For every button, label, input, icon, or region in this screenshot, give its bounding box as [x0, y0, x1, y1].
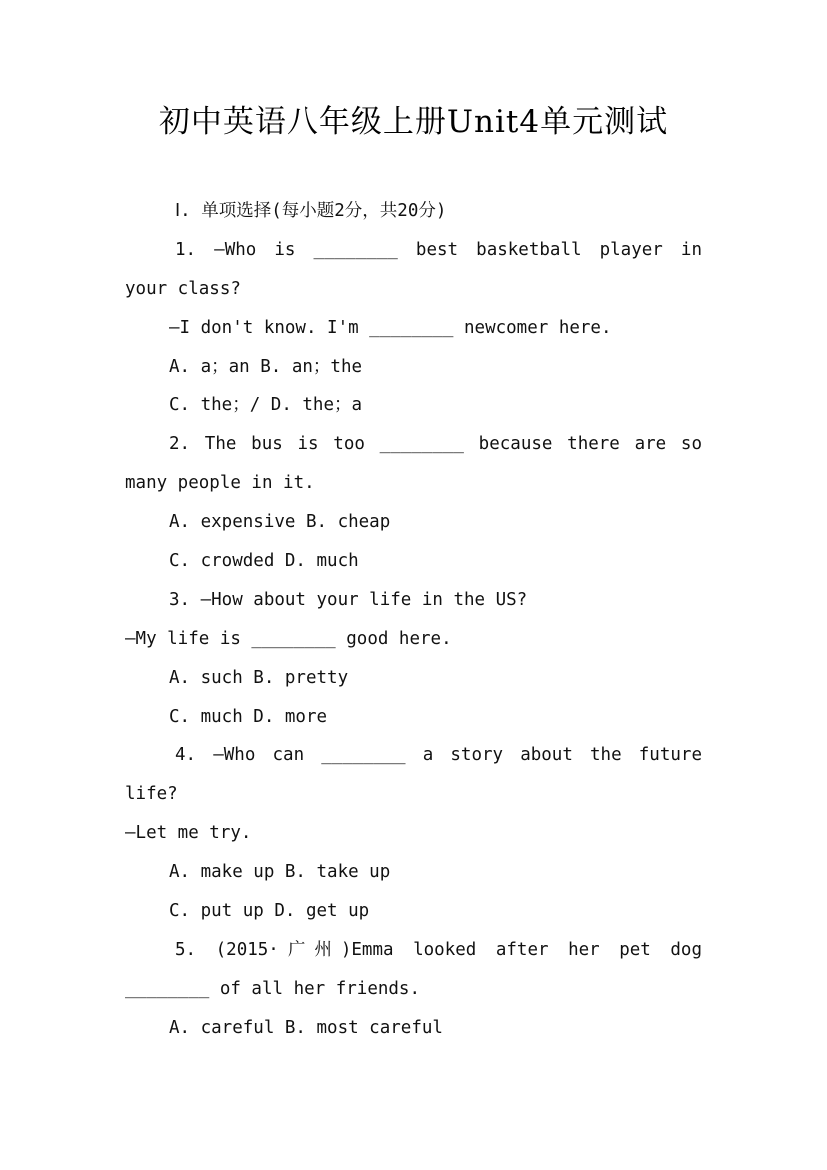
question-5-stem-cont: ________ of all her friends. — [125, 978, 421, 999]
question-4-options-ab: A. make up B. take up — [169, 862, 391, 883]
question-4-options-cd: C. put up D. get up — [169, 901, 370, 922]
question-4-stem-cont: life? — [125, 784, 178, 805]
section-heading: Ⅰ. 单项选择(每小题2分，共20分) — [175, 201, 447, 221]
document-body — [125, 192, 702, 1048]
question-3-stem: 3. —How about your life in the US? — [169, 589, 528, 610]
question-1-reply: —I don't know. I'm ________ newcomer here. — [169, 317, 612, 338]
question-2-stem: 2. The bus is too ________ because there are so — [169, 434, 702, 455]
question-1-stem-cont: your class? — [125, 278, 241, 299]
question-5-options-ab: A. careful B. most careful — [169, 1017, 443, 1038]
question-2-options-ab: A. expensive B. cheap — [169, 512, 391, 533]
question-3-options-cd: C. much D. more — [169, 706, 328, 727]
question-2-stem-cont: many people in it. — [125, 473, 315, 494]
question-1-options-ab: A. a；an B. an；the — [169, 356, 363, 377]
question-4-stem: 4. —Who can ________ a story about the future — [175, 745, 702, 766]
question-1-options-cd: C. the；/ D. the；a — [169, 395, 363, 416]
question-4-reply: —Let me try. — [125, 823, 252, 844]
question-1-stem: 1. —Who is ________ best basketball player in — [175, 239, 702, 260]
question-3-reply: —My life is ________ good here. — [125, 628, 452, 649]
question-2-options-cd: C. crowded D. much — [169, 551, 359, 572]
page-title: 初中英语八年级上册Unit4单元测试 — [158, 104, 669, 140]
question-3-options-ab: A. such B. pretty — [169, 667, 349, 688]
question-5-stem: 5. (2015·广州)Emma looked after her pet dog — [175, 939, 702, 960]
